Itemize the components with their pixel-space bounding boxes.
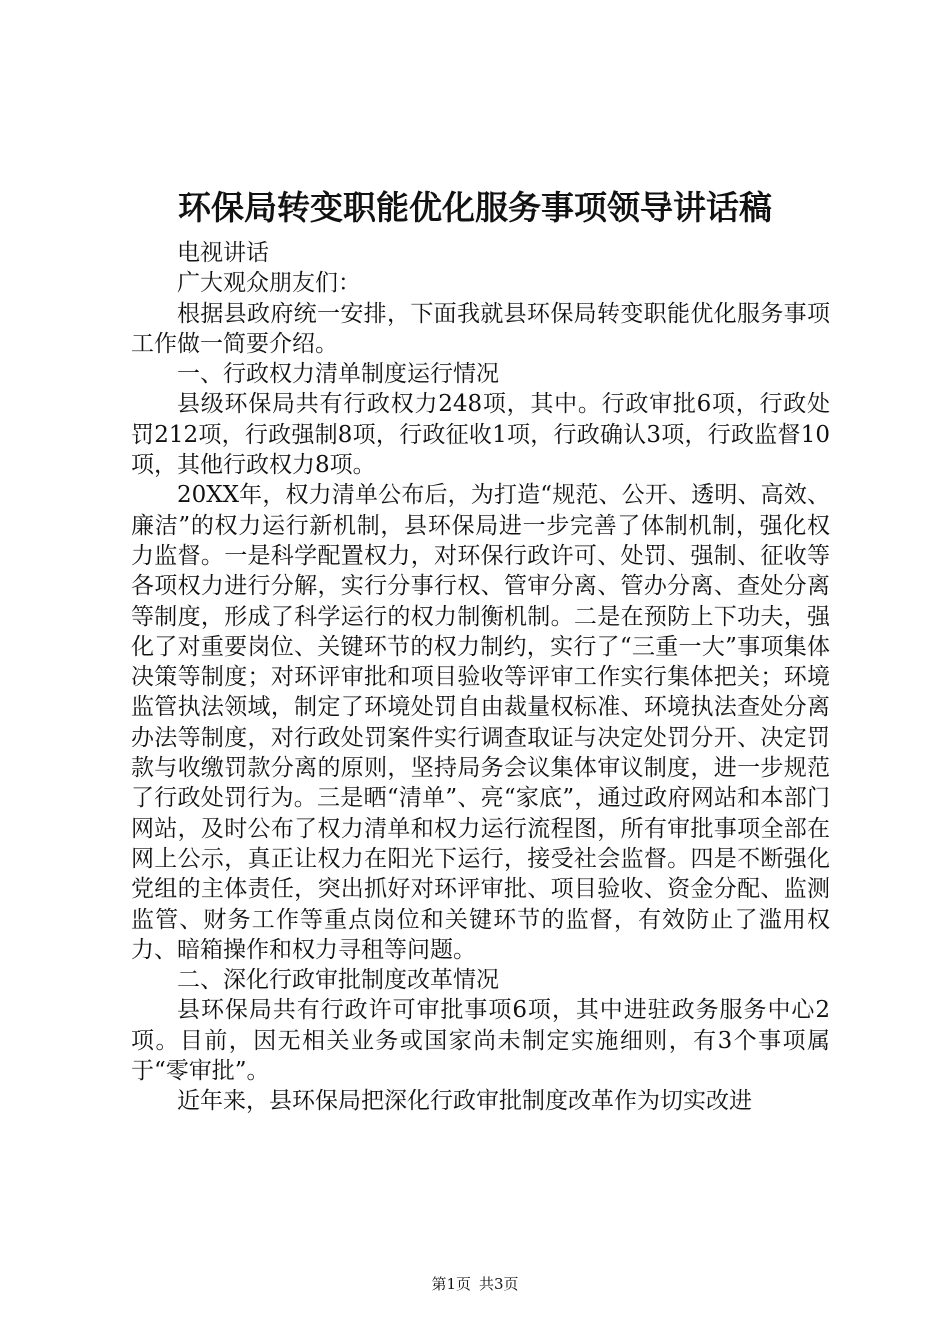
page-total: 共3页	[479, 1275, 519, 1293]
paragraph-power-count: 县级环保局共有行政权力248项，其中。行政审批6项，行政处罚212项，行政强制8项，行政征收1项，行政确认3项，行政监督10项，其他行政权力8项。	[131, 391, 830, 479]
page-number: 第1页	[431, 1275, 471, 1293]
paragraph-recent-years: 近年来，县环保局把深化行政审批制度改革作为切实改进	[177, 1088, 752, 1115]
page-footer	[0, 1274, 950, 1294]
paragraph-approval-items: 县环保局共有行政许可审批事项6项，其中进驻政务服务中心2项。目前，因无相关业务或国家尚未制定实施细则，有3个事项属于“零审批”。	[131, 997, 830, 1085]
section-heading-2: 二、深化行政审批制度改革情况	[177, 967, 499, 994]
paragraph-subtitle: 电视讲话	[177, 240, 269, 266]
document-title: 环保局转变职能优化服务事项领导讲话稿	[178, 188, 772, 227]
section-heading-1: 一、行政权力清单制度运行情况	[177, 361, 499, 388]
paragraph-greeting: 广大观众朋友们：	[177, 270, 361, 297]
document-body	[131, 238, 830, 1117]
paragraph-intro: 根据县政府统一安排，下面我就县环保局转变职能优化服务事项工作做一简要介绍。	[131, 300, 830, 357]
paragraph-power-mechanism: 20XX年，权力清单公布后，为打造“规范、公开、透明、高效、廉洁”的权力运行新机制，县环保局进一步完善了体制机制，强化权力监督。一是科学配置权力，对环保行政许可、处罚、强制、征收等各项权力进行分解，实行分事行权、管审分离、管办分离、查处分离等制度，形成了科学运行的权力制衡机制。二是在预防上下功夫，强化了对重要岗位、关键环节的权力制约，实行了“三重一大”事项集体决策等制度；对环评审批和项目验收等评审工作实行集体把关；环境监管执法领域，制定了环境处罚自由裁量权标准、环境执法查处分离办法等制度，对行政处罚案件实行调查取证与决定处罚分开、决定罚款与收缴罚款分离的原则，坚持局务会议集体审议制度，进一步规范了行政处罚行为。三是晒“清单”、亮“家底”，通过政府网站和本部门网站，及时公布了权力清单和权力运行流程图，所有审批事项全部在网上公示，真正让权力在阳光下运行，接受社会监督。四是不断强化党组的主体责任，突出抓好对环评审批、项目验收、资金分配、监测监管、财务工作等重点岗位和关键环节的监督，有效防止了滥用权力、暗箱操作和权力寻租等问题。	[131, 482, 830, 963]
